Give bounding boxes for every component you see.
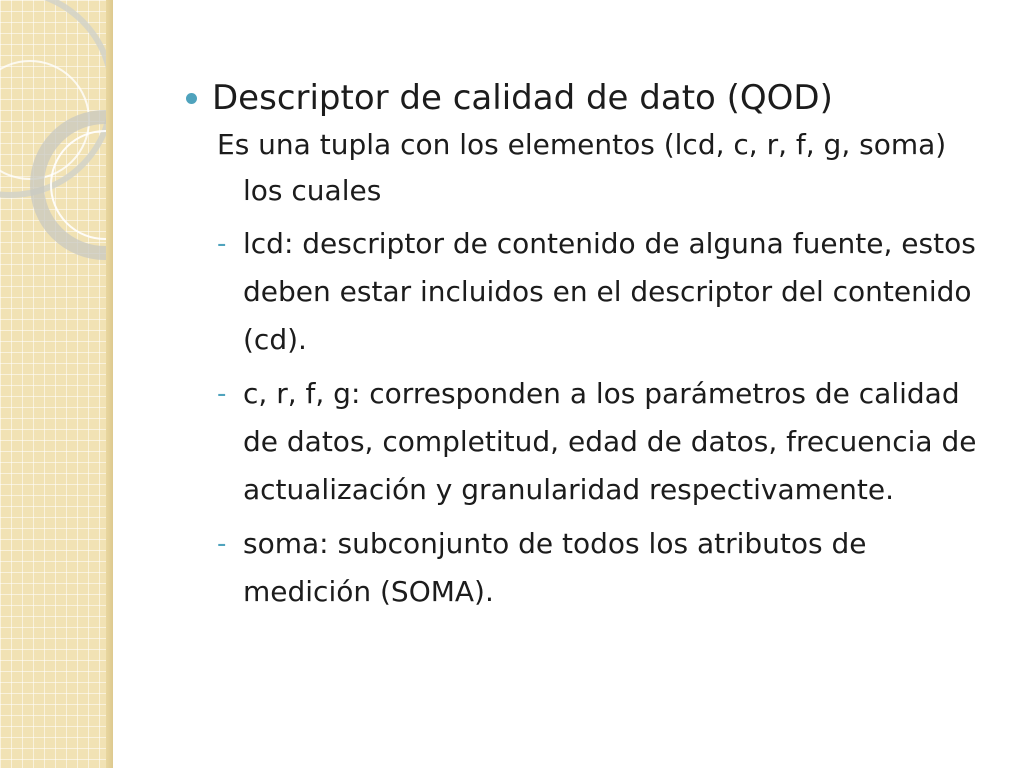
bullet-dot-icon	[186, 93, 197, 104]
list-item	[217, 520, 1006, 616]
list-item-text: soma: subconjunto de todos los atributos de medición (SOMA).	[243, 527, 867, 608]
intro-text: Es una tupla con los elementos (lcd, c, r, f, g, soma) los cuales	[217, 128, 947, 207]
dash-bullet-icon: -	[217, 229, 227, 259]
dash-bullet-icon: -	[217, 379, 227, 409]
slide-title: Descriptor de calidad de dato (QOD)	[212, 78, 833, 118]
list-item-text: lcd: descriptor de contenido de alguna fuente, estos deben estar incluidos en el descriptor del contenido (cd).	[243, 227, 976, 356]
list-item	[217, 370, 1006, 514]
side-panel-edge	[106, 0, 113, 768]
dash-bullet-icon: -	[217, 529, 227, 559]
list-item-text: c, r, f, g: corresponden a los parámetros de calidad de datos, completitud, edad de datos, frecuencia de actualización y granularidad respectivamente.	[243, 377, 977, 506]
slide-content	[186, 74, 1006, 616]
decorative-side-panel	[0, 0, 113, 768]
list-item	[217, 220, 1006, 364]
slide-title-bullet	[186, 74, 1006, 122]
